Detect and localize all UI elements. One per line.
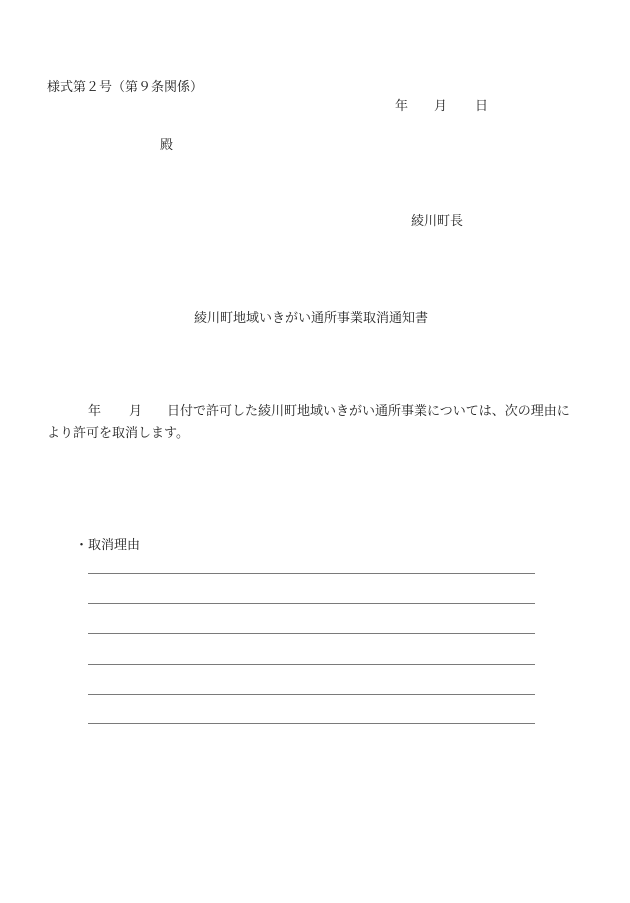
- reason-blank-line-4[interactable]: [88, 664, 535, 665]
- reason-label: ・取消理由: [75, 538, 141, 553]
- reason-blank-line-5[interactable]: [88, 694, 535, 695]
- reason-blank-line-2[interactable]: [88, 603, 535, 604]
- reason-blank-line-3[interactable]: [88, 633, 535, 634]
- date-month-label: 月: [434, 99, 448, 114]
- issuer-name: 綾川町長: [411, 214, 464, 229]
- reason-blank-line-6[interactable]: [88, 723, 535, 724]
- body-line1-text: 日付で許可した綾川町地域いきがい通所事業については、次の理由に: [167, 404, 570, 419]
- body-line2-text: より許可を取消します。: [47, 426, 189, 441]
- reason-blank-line-1[interactable]: [88, 573, 535, 574]
- document-title: 綾川町地域いきがい通所事業取消通知書: [194, 311, 429, 326]
- body-year-label: 年: [88, 404, 102, 419]
- date-day-label: 日: [475, 99, 489, 114]
- form-number: 様式第２号（第９条関係）: [47, 80, 204, 95]
- body-month-label: 月: [129, 404, 143, 419]
- addressee-suffix: 殿: [160, 138, 174, 153]
- date-year-label: 年: [395, 99, 409, 114]
